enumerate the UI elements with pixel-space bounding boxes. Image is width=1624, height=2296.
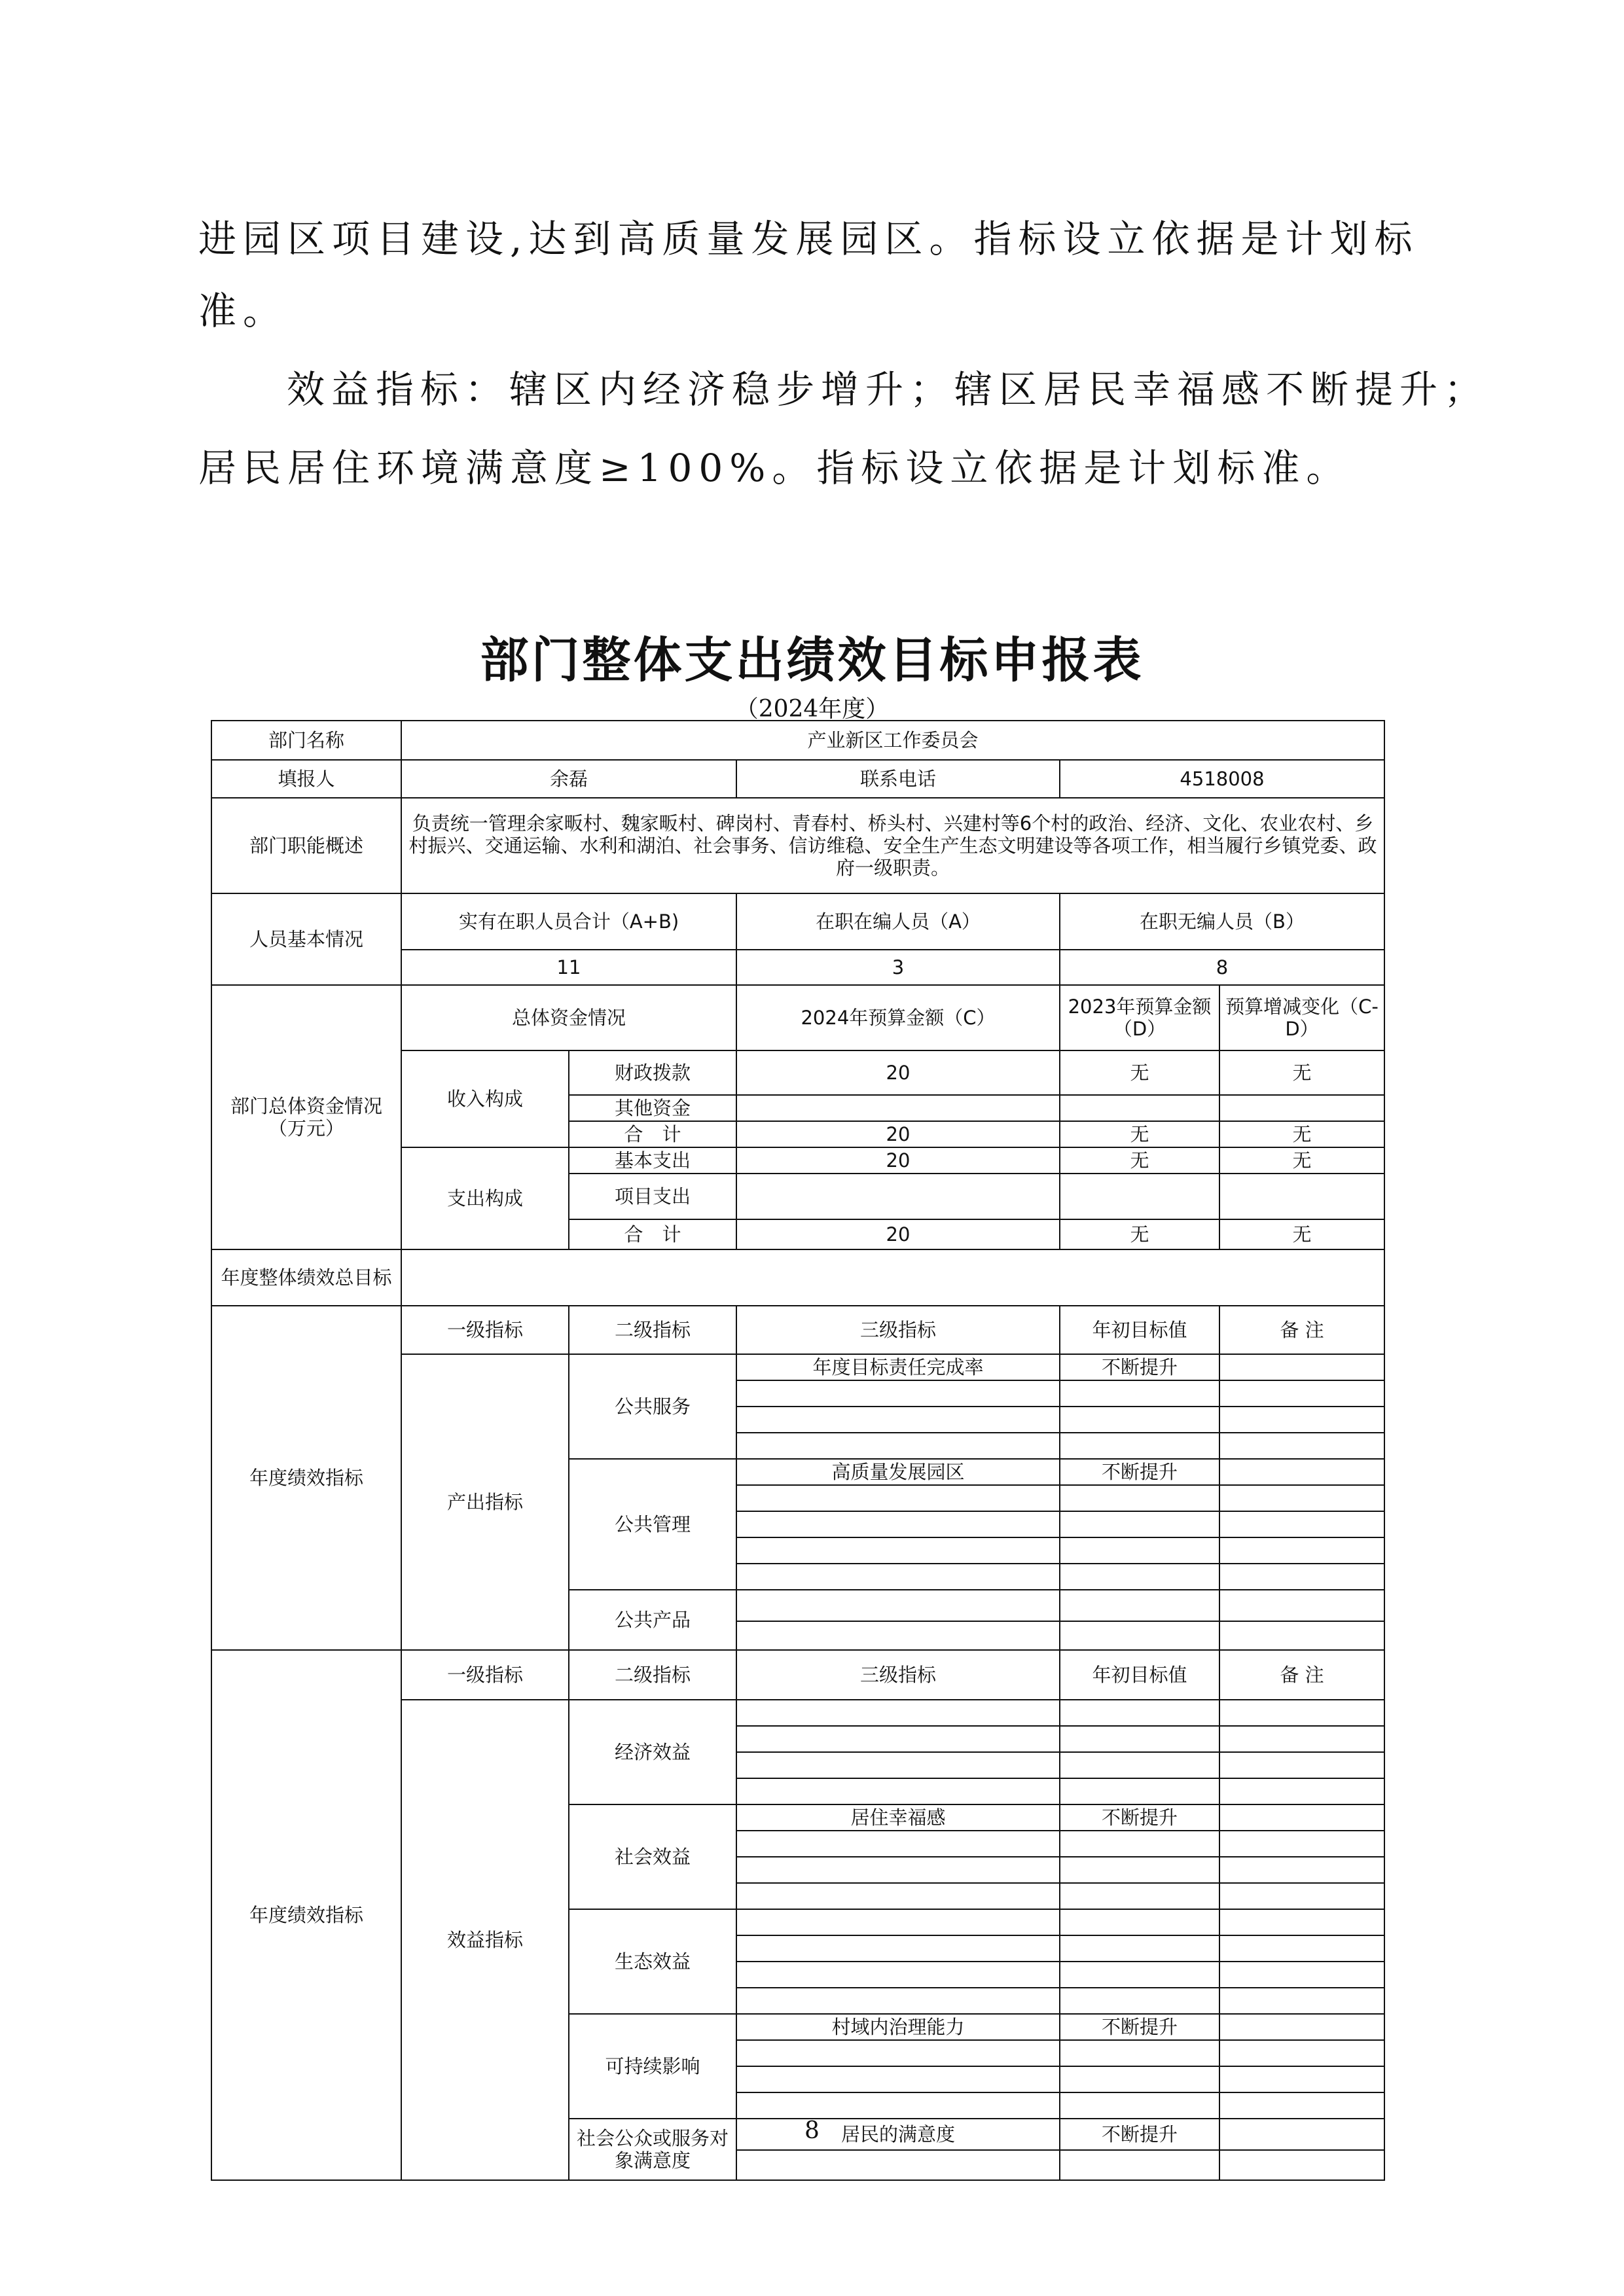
income-item: 合 计 — [569, 1121, 736, 1147]
expense-c: 20 — [736, 1147, 1060, 1174]
header-level1: 一级指标 — [401, 1306, 569, 1354]
benefit-group-name: 社会公众或服务对象满意度 — [569, 2119, 736, 2180]
expense-item: 项目支出 — [569, 1174, 736, 1219]
expense-label: 支出构成 — [401, 1147, 569, 1249]
phone-value: 4518008 — [1060, 760, 1384, 798]
header-level1: 一级指标 — [401, 1650, 569, 1700]
expense-c — [736, 1174, 1060, 1219]
output-indicator: 高质量发展园区 — [736, 1459, 1060, 1485]
income-cd: 无 — [1219, 1050, 1384, 1095]
function-label: 部门职能概述 — [211, 798, 401, 893]
intro-line-1: 进园区项目建设,达到高质量发展园区。指标设立依据是计划标 — [198, 217, 1419, 261]
expense-cd: 无 — [1219, 1219, 1384, 1249]
header-remark: 备 注 — [1219, 1306, 1384, 1354]
benefit-target: 不断提升 — [1060, 2119, 1219, 2150]
benefit-level1: 效益指标 — [401, 1700, 569, 2180]
income-d: 无 — [1060, 1050, 1219, 1095]
expense-item: 基本支出 — [569, 1147, 736, 1174]
income-item: 其他资金 — [569, 1095, 736, 1121]
output-target: 不断提升 — [1060, 1354, 1219, 1380]
benefit-indicator: 村域内治理能力 — [736, 2014, 1060, 2040]
header-remark: 备 注 — [1219, 1650, 1384, 1700]
header-level2: 二级指标 — [569, 1650, 736, 1700]
income-cd — [1219, 1095, 1384, 1121]
income-cd: 无 — [1219, 1121, 1384, 1147]
expense-cd — [1219, 1174, 1384, 1219]
filler-value: 余磊 — [401, 760, 736, 798]
benefit-group-name: 社会效益 — [569, 1804, 736, 1909]
performance-target-table — [211, 720, 1385, 2181]
income-c: 20 — [736, 1121, 1060, 1147]
expense-cd: 无 — [1219, 1147, 1384, 1174]
funds-header-cd: 预算增减变化（C-D） — [1219, 985, 1384, 1050]
expense-item: 合 计 — [569, 1219, 736, 1249]
staff-header-a: 在职在编人员（A） — [736, 893, 1060, 950]
function-text: 负责统一管理余家畈村、魏家畈村、碑岗村、青春村、桥头村、兴建村等6个村的政治、经济、文化、农业农村、乡村振兴、交通运输、水利和湖泊、社会事务、信访维稳、安全生产生态文明建设等各项工作，相当履行乡镇党委、政府一级职责。 — [401, 798, 1384, 893]
benefit-group-name: 可持续影响 — [569, 2014, 736, 2119]
staff-label: 人员基本情况 — [211, 893, 401, 985]
staff-value-a: 3 — [736, 950, 1060, 985]
output-target: 不断提升 — [1060, 1459, 1219, 1485]
perf-label-benefit: 年度绩效指标 — [211, 1650, 401, 2180]
filler-label: 填报人 — [211, 760, 401, 798]
intro-line-3: 效益指标：辖区内经济稳步增升；辖区居民幸福感不断提升； — [287, 367, 1489, 412]
annual-goal-value — [401, 1249, 1384, 1306]
funds-header-d: 2023年预算金额（D） — [1060, 985, 1219, 1050]
income-d: 无 — [1060, 1121, 1219, 1147]
staff-header-b: 在职无编人员（B） — [1060, 893, 1384, 950]
output-level1: 产出指标 — [401, 1354, 569, 1650]
intro-line-2: 准。 — [198, 289, 288, 333]
funds-header-c: 2024年预算金额（C） — [736, 985, 1060, 1050]
benefit-group-name: 经济效益 — [569, 1700, 736, 1804]
funds-label: 部门总体资金情况（万元） — [211, 985, 401, 1249]
benefit-target: 不断提升 — [1060, 1804, 1219, 1831]
income-label: 收入构成 — [401, 1050, 569, 1147]
header-level2: 二级指标 — [569, 1306, 736, 1354]
funds-header-overall: 总体资金情况 — [401, 985, 736, 1050]
header-target: 年初目标值 — [1060, 1650, 1219, 1700]
annual-goal-label: 年度整体绩效总目标 — [211, 1249, 401, 1306]
dept-name-value: 产业新区工作委员会 — [401, 721, 1384, 760]
benefit-target: 不断提升 — [1060, 2014, 1219, 2040]
income-c — [736, 1095, 1060, 1121]
header-level3: 三级指标 — [736, 1306, 1060, 1354]
income-c: 20 — [736, 1050, 1060, 1095]
income-d — [1060, 1095, 1219, 1121]
expense-d: 无 — [1060, 1147, 1219, 1174]
header-target: 年初目标值 — [1060, 1306, 1219, 1354]
staff-value-total: 11 — [401, 950, 736, 985]
output-indicator: 年度目标责任完成率 — [736, 1354, 1060, 1380]
form-title: 部门整体支出绩效目标申报表 — [480, 632, 1144, 689]
income-item: 财政拨款 — [569, 1050, 736, 1095]
expense-d: 无 — [1060, 1219, 1219, 1249]
benefit-indicator: 居民的满意度 — [736, 2119, 1060, 2150]
intro-line-4: 居民居住环境满意度≥100%。指标设立依据是计划标准。 — [198, 446, 1351, 490]
staff-header-total: 实有在职人员合计（A+B) — [401, 893, 736, 950]
dept-name-label: 部门名称 — [211, 721, 401, 760]
expense-c: 20 — [736, 1219, 1060, 1249]
phone-label: 联系电话 — [736, 760, 1060, 798]
staff-value-b: 8 — [1060, 950, 1384, 985]
header-level3: 三级指标 — [736, 1650, 1060, 1700]
benefit-indicator: 居住幸福感 — [736, 1804, 1060, 1831]
output-group-name: 公共服务 — [569, 1354, 736, 1459]
expense-d — [1060, 1174, 1219, 1219]
form-subtitle: （2024年度） — [734, 696, 890, 723]
output-group-name: 公共产品 — [569, 1590, 736, 1650]
perf-label-output: 年度绩效指标 — [211, 1306, 401, 1650]
page-number: 8 — [804, 2117, 820, 2144]
output-group-name: 公共管理 — [569, 1459, 736, 1590]
benefit-group-name: 生态效益 — [569, 1909, 736, 2014]
